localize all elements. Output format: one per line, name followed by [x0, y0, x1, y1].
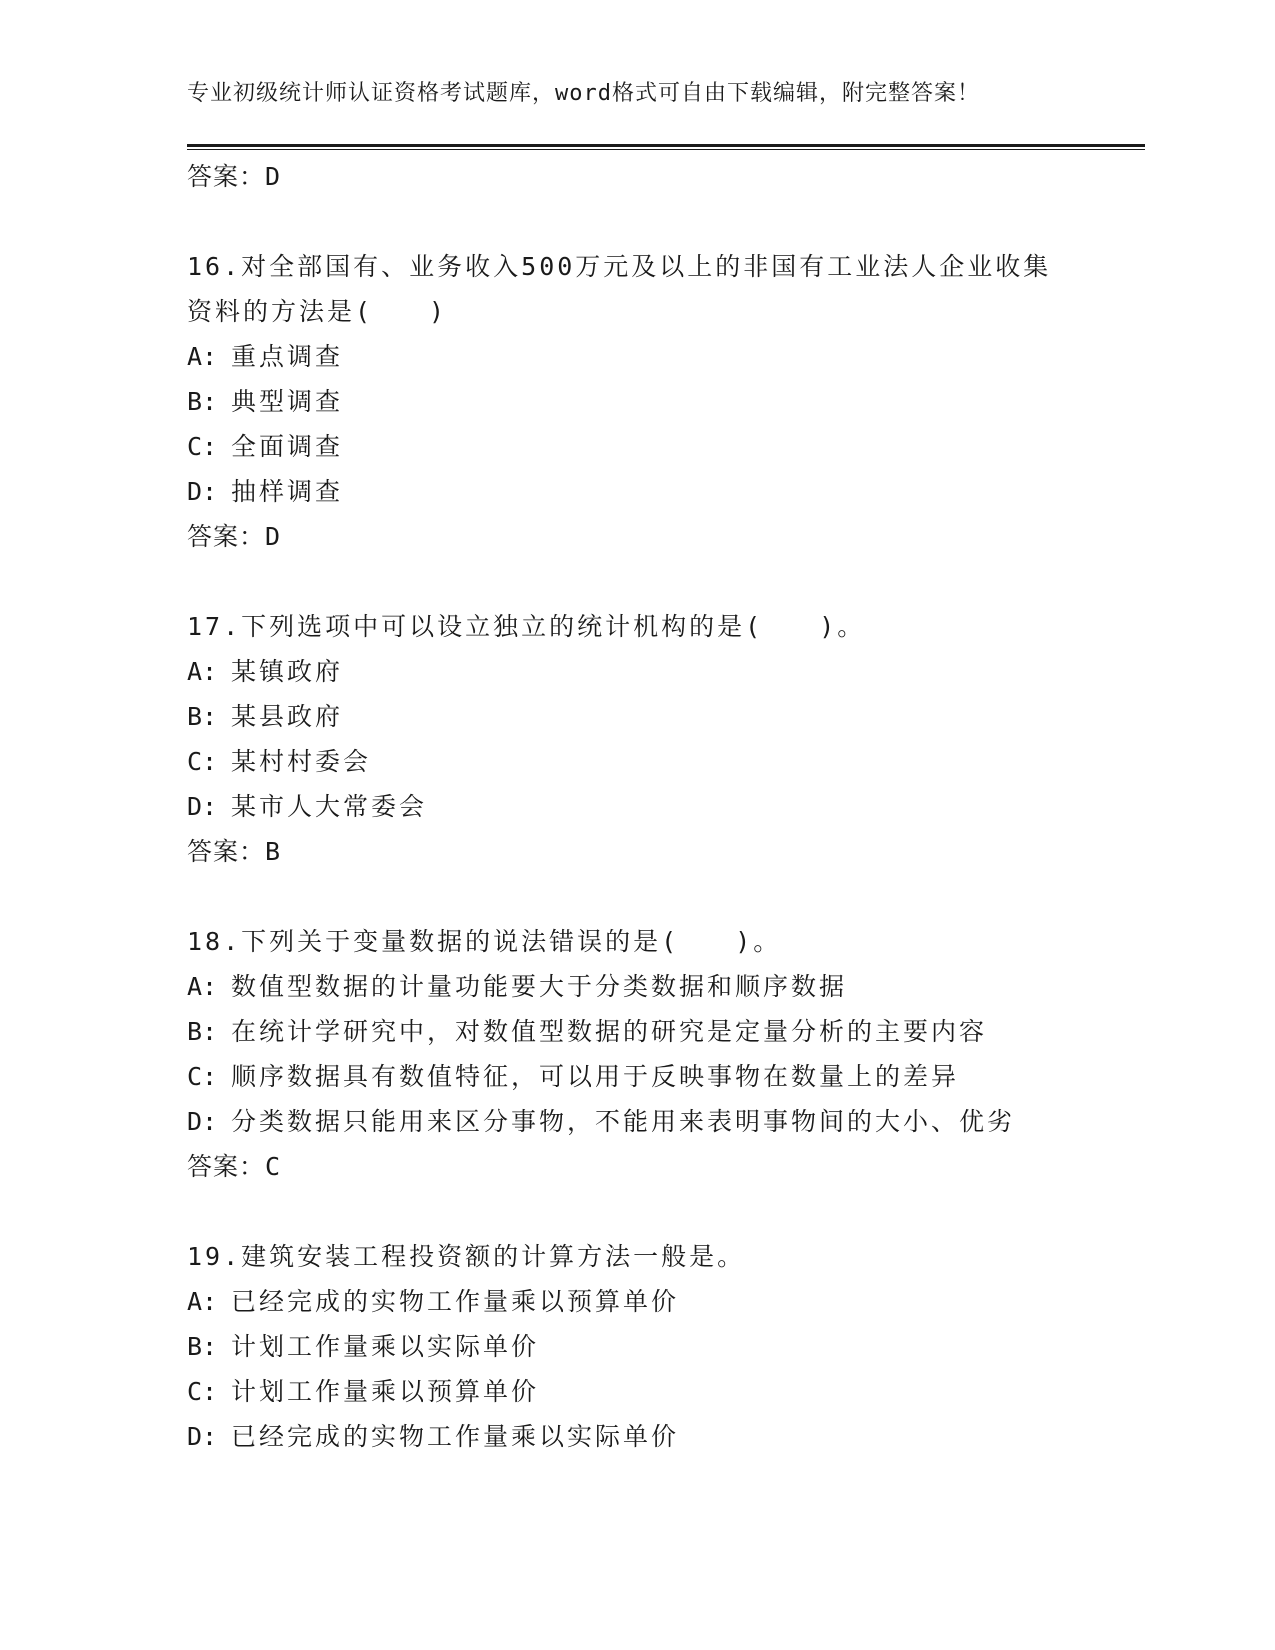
option-letter: B: — [187, 702, 218, 731]
option-line — [187, 739, 1145, 784]
option-text: 某镇政府 — [231, 657, 344, 686]
option-line — [187, 1324, 1145, 1369]
page-header: 专业初级统计师认证资格考试题库，word格式可自由下载编辑，附完整答案！ — [187, 81, 980, 106]
option-letter: D: — [187, 477, 218, 506]
question-stem: 17.下列选项中可以设立独立的统计机构的是( )。 — [187, 612, 866, 641]
answer-value: D — [265, 162, 282, 191]
option-line — [187, 379, 1145, 424]
question-block — [187, 1234, 1145, 1459]
question-stem: 16.对全部国有、业务收入500万元及以上的非国有工业法人企业收集 — [187, 252, 1052, 281]
question-stem: 资料的方法是( ) — [187, 297, 448, 326]
question-stem: 18.下列关于变量数据的说法错误的是( )。 — [187, 927, 782, 956]
option-line — [187, 424, 1145, 469]
option-line — [187, 1369, 1145, 1414]
option-text: 某村村委会 — [231, 747, 372, 776]
option-line — [187, 1414, 1145, 1459]
option-line — [187, 1279, 1145, 1324]
option-text: 全面调查 — [231, 432, 344, 461]
option-letter: A: — [187, 657, 218, 686]
option-line — [187, 694, 1145, 739]
option-text: 计划工作量乘以预算单价 — [231, 1377, 540, 1406]
option-letter: C: — [187, 747, 218, 776]
option-letter: C: — [187, 1377, 218, 1406]
option-line — [187, 649, 1145, 694]
answer-label: 答案： — [187, 522, 266, 551]
option-text: 分类数据只能用来区分事物，不能用来表明事物间的大小、优劣 — [231, 1107, 1016, 1136]
spacer — [187, 199, 1145, 244]
question-block — [187, 604, 1145, 874]
option-letter: D: — [187, 1422, 218, 1451]
option-line — [187, 469, 1145, 514]
answer-value: B — [265, 837, 282, 866]
option-text: 典型调查 — [231, 387, 344, 416]
option-text: 计划工作量乘以实际单价 — [231, 1332, 540, 1361]
question-list — [187, 154, 1145, 1459]
option-line — [187, 964, 1145, 1009]
option-text: 数值型数据的计量功能要大于分类数据和顺序数据 — [231, 972, 848, 1001]
option-line — [187, 1009, 1145, 1054]
answer-value: D — [265, 522, 282, 551]
option-line — [187, 1099, 1145, 1144]
answer-value: C — [265, 1152, 282, 1181]
option-letter: B: — [187, 1332, 218, 1361]
option-letter: C: — [187, 1062, 218, 1091]
question-block — [187, 244, 1145, 559]
option-line — [187, 334, 1145, 379]
answer-label: 答案： — [187, 162, 266, 191]
option-text: 在统计学研究中，对数值型数据的研究是定量分析的主要内容 — [231, 1017, 988, 1046]
option-letter: A: — [187, 972, 218, 1001]
option-letter: D: — [187, 792, 218, 821]
option-letter: A: — [187, 1287, 218, 1316]
option-letter: B: — [187, 1017, 218, 1046]
option-text: 重点调查 — [231, 342, 344, 371]
option-line — [187, 1054, 1145, 1099]
answer-line — [187, 829, 1145, 874]
spacer — [187, 874, 1145, 919]
option-letter: A: — [187, 342, 218, 371]
answer-line — [187, 514, 1145, 559]
answer-line — [187, 1144, 1145, 1189]
option-letter: B: — [187, 387, 218, 416]
option-text: 某市人大常委会 — [231, 792, 428, 821]
header-rule-thick — [187, 144, 1145, 147]
spacer — [187, 1189, 1145, 1234]
option-text: 某县政府 — [231, 702, 344, 731]
answer-label: 答案： — [187, 837, 266, 866]
header-rule-thin — [187, 149, 1145, 150]
spacer — [187, 559, 1145, 604]
answer-line — [187, 154, 1145, 199]
option-letter: D: — [187, 1107, 218, 1136]
option-letter: C: — [187, 432, 218, 461]
option-text: 已经完成的实物工作量乘以实际单价 — [231, 1422, 680, 1451]
question-stem: 19.建筑安装工程投资额的计算方法一般是。 — [187, 1242, 746, 1271]
option-line — [187, 784, 1145, 829]
option-text: 顺序数据具有数值特征，可以用于反映事物在数量上的差异 — [231, 1062, 960, 1091]
question-block — [187, 919, 1145, 1189]
option-text: 已经完成的实物工作量乘以预算单价 — [231, 1287, 680, 1316]
answer-label: 答案： — [187, 1152, 266, 1181]
option-text: 抽样调查 — [231, 477, 344, 506]
